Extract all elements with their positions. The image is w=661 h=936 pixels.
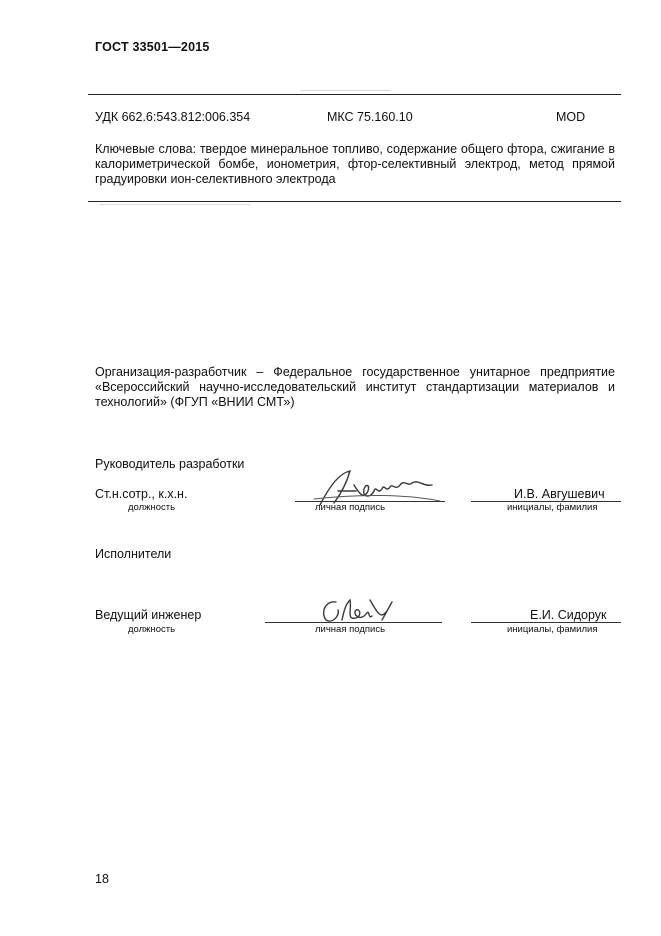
document-code: ГОСТ 33501—2015 — [95, 40, 210, 54]
executor-position-caption: должность — [128, 624, 176, 635]
executor-signature-line — [265, 622, 442, 623]
lead-name: И.В. Авгушевич — [514, 487, 605, 501]
lead-name-caption: инициалы, фамилия — [507, 502, 598, 513]
executor-name-line — [471, 622, 621, 623]
faint-divider-bottom — [100, 204, 250, 205]
mks-code: МКС 75.160.10 — [327, 110, 413, 124]
mod-label: MOD — [556, 110, 586, 124]
divider-top — [88, 94, 621, 95]
executor-name: Е.И. Сидорук — [530, 608, 607, 622]
page-number: 18 — [95, 872, 109, 886]
faint-divider-top — [300, 90, 390, 91]
keywords-paragraph: Ключевые слова: твердое минеральное топливо, содержание общего фтора, сжигание в калориметрической бомбе, ионометрия, фтор-селективный электрод, метод прямой градуировки ион-селективного электрода — [95, 142, 615, 186]
executor-position: Ведущий инженер — [95, 608, 202, 622]
executor-signature-caption: личная подпись — [315, 624, 386, 635]
organization-paragraph: Организация-разработчик – Федеральное государственное унитарное предприятие «Всероссийский научно-исследовательский институт стандартизации материалов и технологий» (ФГУП «ВНИИ СМТ») — [95, 365, 615, 409]
udk-code: УДК 662.6:543.812:006.354 — [95, 110, 251, 124]
executor-name-caption: инициалы, фамилия — [507, 624, 598, 635]
lead-position: Ст.н.сотр., к.х.н. — [95, 487, 188, 501]
lead-signature-caption: личная подпись — [315, 502, 386, 513]
lead-position-caption: должность — [128, 502, 176, 513]
lead-heading: Руководитель разработки — [95, 457, 245, 471]
divider-bottom — [88, 201, 621, 202]
executors-heading: Исполнители — [95, 547, 172, 561]
